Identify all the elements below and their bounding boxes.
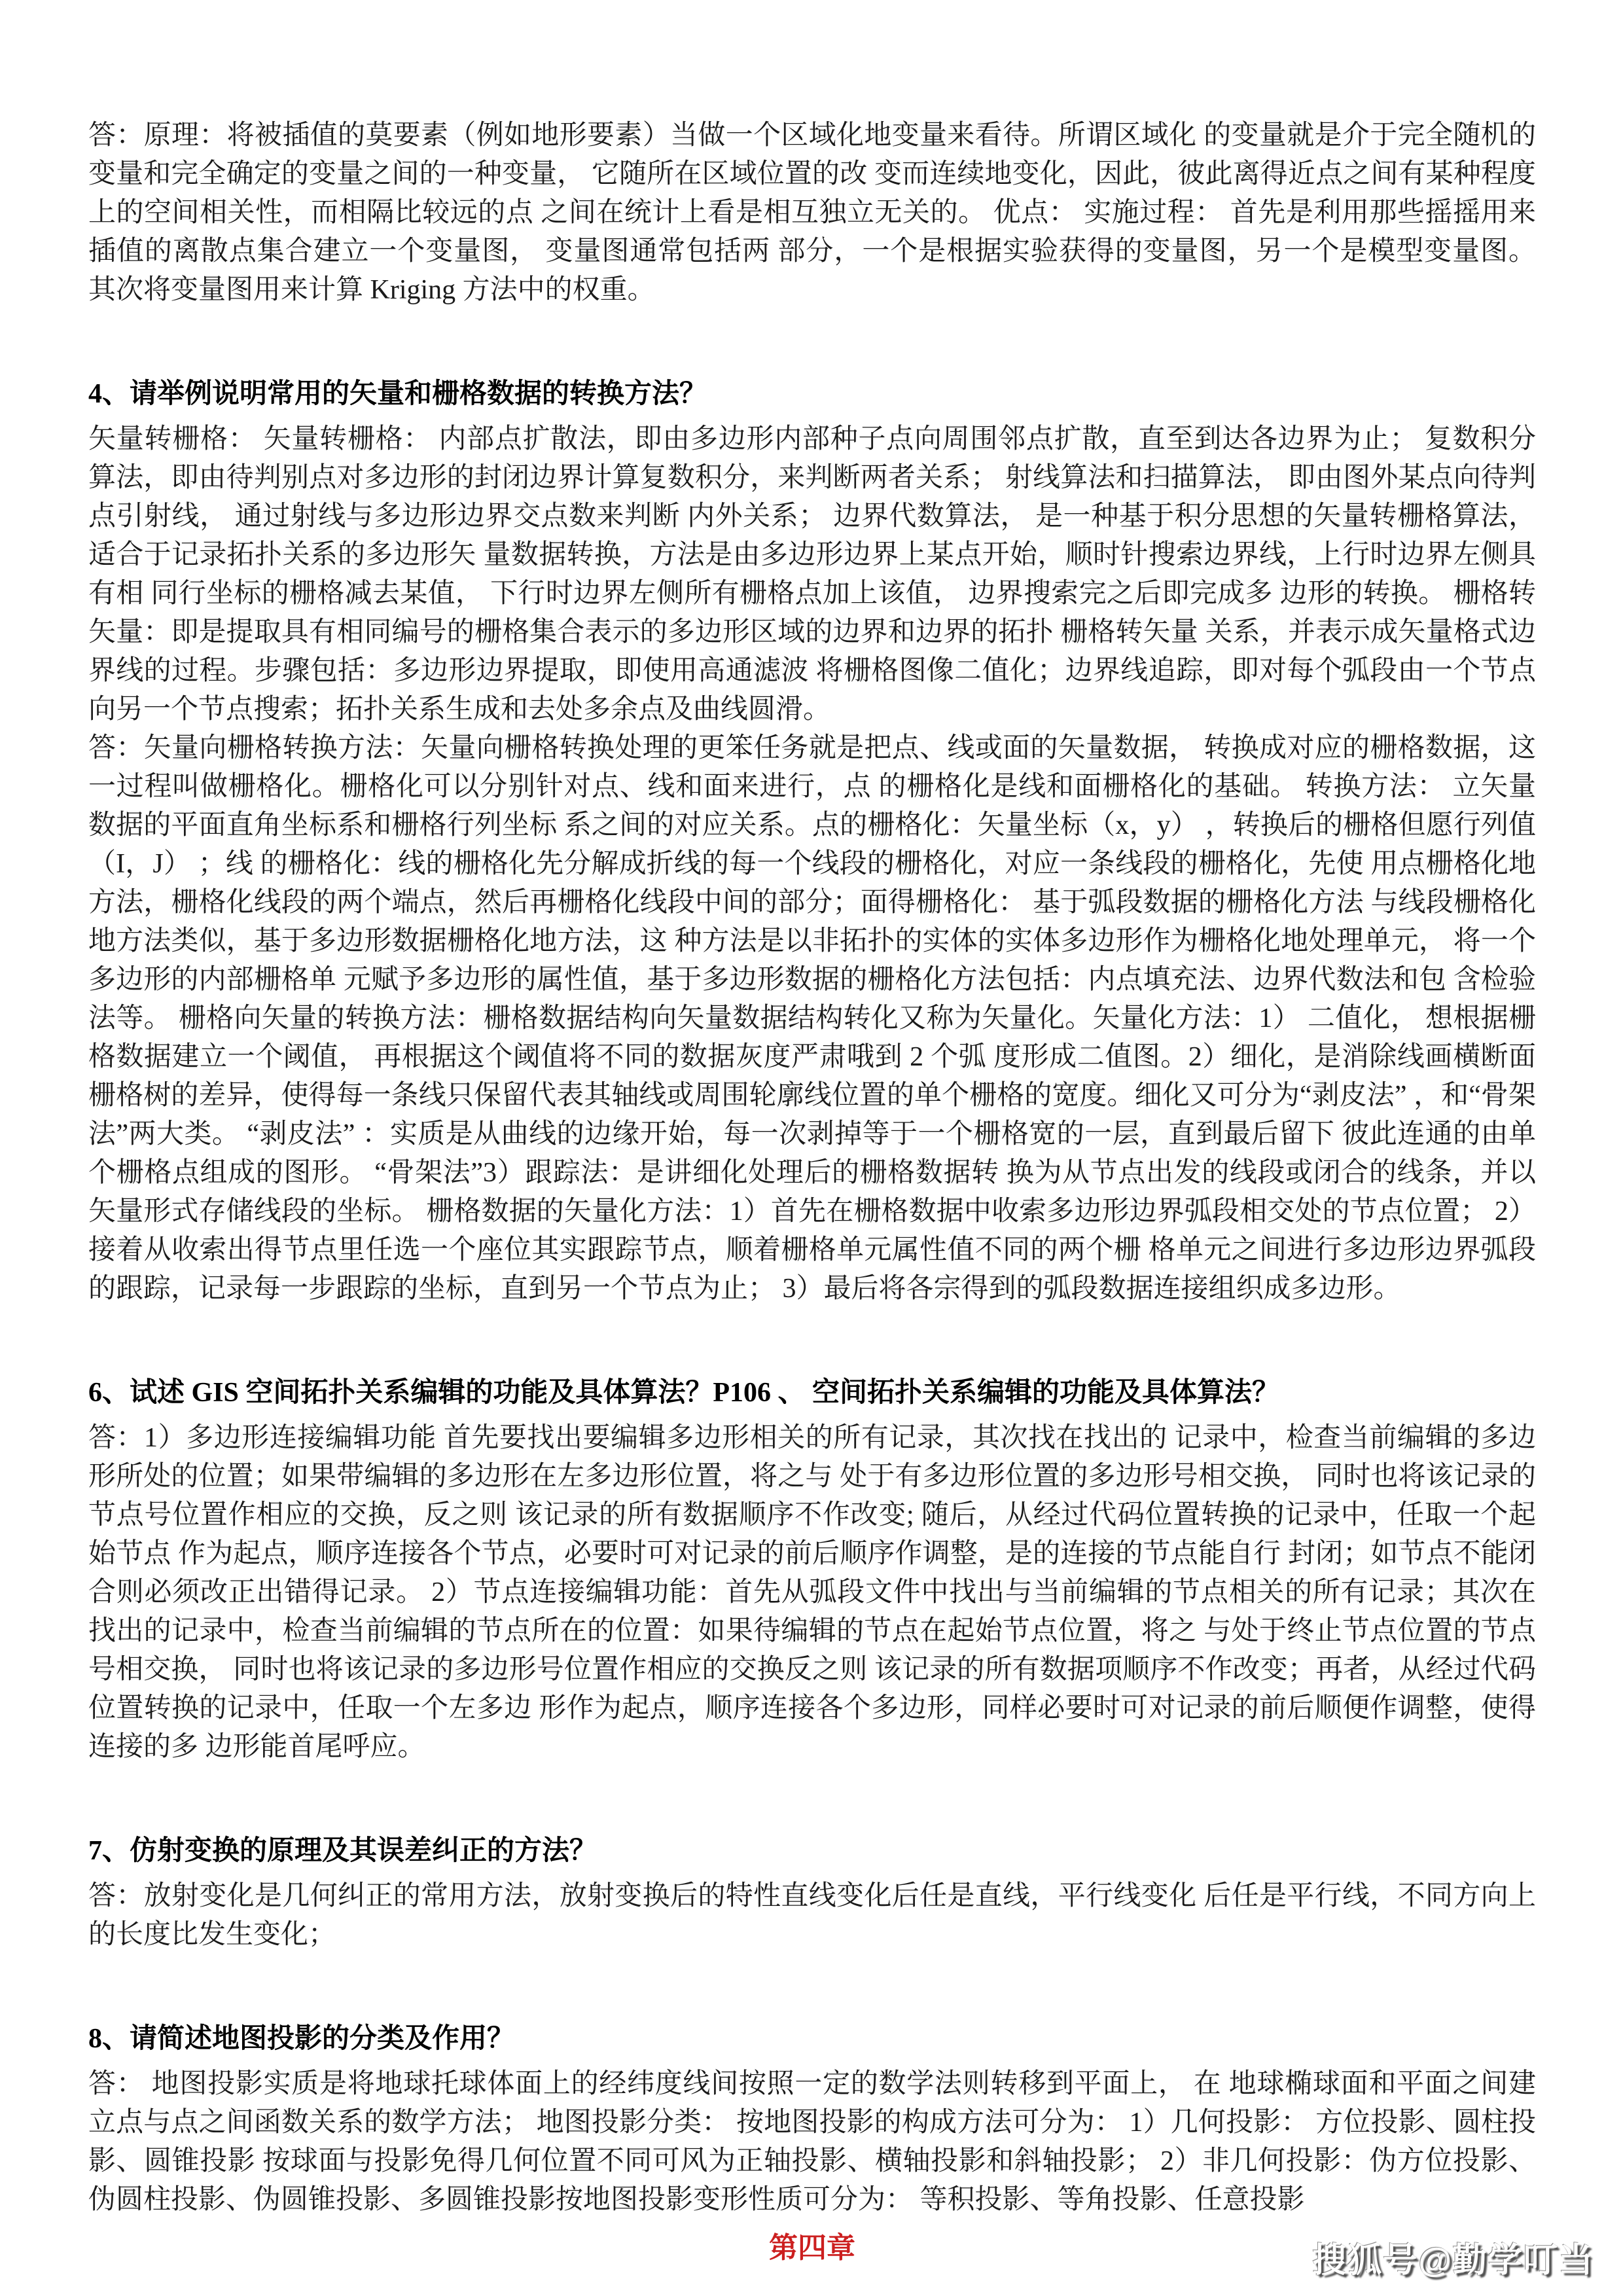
question-4-paragraph-2: 答：矢量向栅格转换方法：矢量向栅格转换处理的更笨任务就是把点、线或面的矢量数据， 转换成对应的栅格数据，这一过程叫做栅格化。栅格化可以分别针对点、线和面来进行，点 的栅格化是线和面栅格化的基础。 转换方法： 立矢量数据的平面直角坐标系和栅格行列坐标 系之间的对应关系。点的栅格化：矢量坐标（x，y） ，转换后的栅格但愿行列值（I，J） ；线 的栅格化：线的栅格化先分解成折线的每一个线段的栅格化，对应一条线段的栅格化，先使 用点栅格化地方法，栅格化线段的两个端点，然后再栅格化线段中间的部分；面得栅格化： 基于弧段数据的栅格化方法 与线段栅格化地方法类似，基于多边形数据栅格化地方法，这 种方法是以非拓扑的实体的实体多边形作为栅格化地处理单元， 将一个多边形的内部栅格单 元赋予多边形的属性值，基于多边形数据的栅格化方法包括：内点填充法、边界代数法和包 含检验法等。 栅格向矢量的转换方法：栅格数据结构向矢量数据结构转化又称为矢量化。矢量化方法：1） 二值化， 想根据栅格数据建立一个阈值， 再根据这个阈值将不同的数据灰度严肃哦到 2 个弧 度形成二值图。2）细化，是消除线画横断面栅格树的差异，使得每一条线只保留代表其轴线或周围轮廓线位置的单个栅格的宽度。细化又可分为“剥皮法” ，和“骨架法”两大类。 “剥皮法” ：实质是从曲线的边缘开始，每一次剥掉等于一个栅格宽的一层，直到最后留下 彼此连通的由单个栅格点组成的图形。 “骨架法”3）跟踪法：是讲细化处理后的栅格数据转 换为从节点出发的线段或闭合的线条，并以矢量形式存储线段的坐标。 栅格数据的矢量化方法：1）首先在栅格数据中收索多边形边界弧段相交处的节点位置； 2）接着从收索出得节点里任选一个座位其实跟踪节点，顺着栅格单元属性值不同的两个栅 格单元之间进行多边形边界弧段的跟踪，记录每一步跟踪的坐标，直到另一个节点为止； 3）最后将各宗得到的弧段数据连接组织成多边形。 — [88, 733, 1536, 1304]
answer-paragraph-kriging: 答：原理：将被插值的莫要素（例如地形要素）当做一个区域化地变量来看待。所谓区域化 的变量就是介于完全随机的变量和完全确定的变量之间的一种变量， 它随所在区域位置的改 变而连续地变化，因此，彼此离得近点之间有某种程度上的空间相关性，而相隔比较远的点 之间在统计上看是相互独立无关的。 优点： 实施过程： 首先是利用那些摇摇用来插值的离散点集合建立一个变量图， 变量图通常包括两 部分，一个是根据实验获得的变量图，另一个是模型变量图。 其次将变量图用来计算 Kriging 方法中的权重。 — [88, 120, 1536, 305]
question-7-heading: 7、仿射变换的原理及其误差纠正的方法？ — [88, 1836, 597, 1866]
question-7-paragraph: 答：放射变化是几何纠正的常用方法，放射变换后的特性直线变化后任是直线，平行线变化 后任是平行线，不同方向上的长度比发生变化； — [88, 1881, 1536, 1950]
question-8-heading: 8、请简述地图投影的分类及作用？ — [88, 2024, 515, 2054]
question-4-heading: 4、请举例说明常用的矢量和栅格数据的转换方法？ — [88, 379, 707, 409]
chapter-heading: 第四章 — [769, 2232, 855, 2264]
question-8-paragraph: 答： 地图投影实质是将地球托球体面上的经纬度线间按照一定的数学法则转移到平面上， 在 地球椭球面和平面之间建立点与点之间函数关系的数学方法； 地图投影分类： 按地图投影的构成方法可分为： 1）几何投影： 方位投影、圆柱投影、圆锥投影 按球面与投影免得几何位置不同可风为正轴投影、横轴投影和斜轴投影； 2）非几何投影：伪方位投影、伪圆柱投影、伪圆锥投影、多圆锥投影按地图投影变形性质可分为： 等积投影、等角投影、任意投影 — [88, 2069, 1536, 2215]
question-6-heading: 6、试述 GIS 空间拓扑关系编辑的功能及具体算法？P106 、 空间拓扑关系编辑的功能及具体算法？ — [88, 1378, 1280, 1408]
question-4-paragraph-1: 矢量转栅格： 矢量转栅格： 内部点扩散法，即由多边形内部种子点向周围邻点扩散，直至到达各边界为止； 复数积分算法，即由待判别点对多边形的封闭边界计算复数积分，来判断两者关系； 射线算法和扫描算法， 即由图外某点向待判点引射线， 通过射线与多边形边界交点数来判断 内外关系； 边界代数算法， 是一种基于积分思想的矢量转栅格算法， 适合于记录拓扑关系的多边形矢 量数据转换，方法是由多边形边界上某点开始，顺时针搜索边界线，上行时边界左侧具有相 同行坐标的栅格减去某值， 下行时边界左侧所有栅格点加上该值， 边界搜索完之后即完成多 边形的转换。 栅格转矢量：即是提取具有相同编号的栅格集合表示的多边形区域的边界和边界的拓扑 栅格转矢量 关系，并表示成矢量格式边界线的过程。步骤包括：多边形边界提取，即使用高通滤波 将栅格图像二值化；边界线追踪，即对每个弧段由一个节点向另一个节点搜索；拓扑关系生成和去处多余点及曲线圆滑。 — [88, 424, 1536, 725]
question-6-paragraph: 答：1）多边形连接编辑功能 首先要找出要编辑多边形相关的所有记录，其次找在找出的 记录中，检查当前编辑的多边形所处的位置；如果带编辑的多边形在左多边形位置，将之与 处于有多边形位置的多边形号相交换， 同时也将该记录的节点号位置作相应的交换，反之则 该记录的所有数据顺序不作改变; 随后，从经过代码位置转换的记录中，任取一个起始节点 作为起点，顺序连接各个节点，必要时可对记录的前后顺序作调整，是的连接的节点能自行 封闭；如节点不能闭合则必须改正出错得记录。 2）节点连接编辑功能：首先从弧段文件中找出与当前编辑的节点相关的所有记录；其次在 找出的记录中，检查当前编辑的节点所在的位置：如果待编辑的节点在起始节点位置，将之 与处于终止节点位置的节点号相交换， 同时也将该记录的多边形号位置作相应的交换反之则 该记录的所有数据项顺序不作改变；再者，从经过代码位置转换的记录中，任取一个左多边 形作为起点，顺序连接各个多边形，同样必要时可对记录的前后顺便作调整，使得连接的多 边形能首尾呼应。 — [88, 1423, 1537, 1762]
watermark: 搜狐号@勤学叮当 — [1312, 2242, 1594, 2280]
document-content — [88, 0, 1536, 2267]
